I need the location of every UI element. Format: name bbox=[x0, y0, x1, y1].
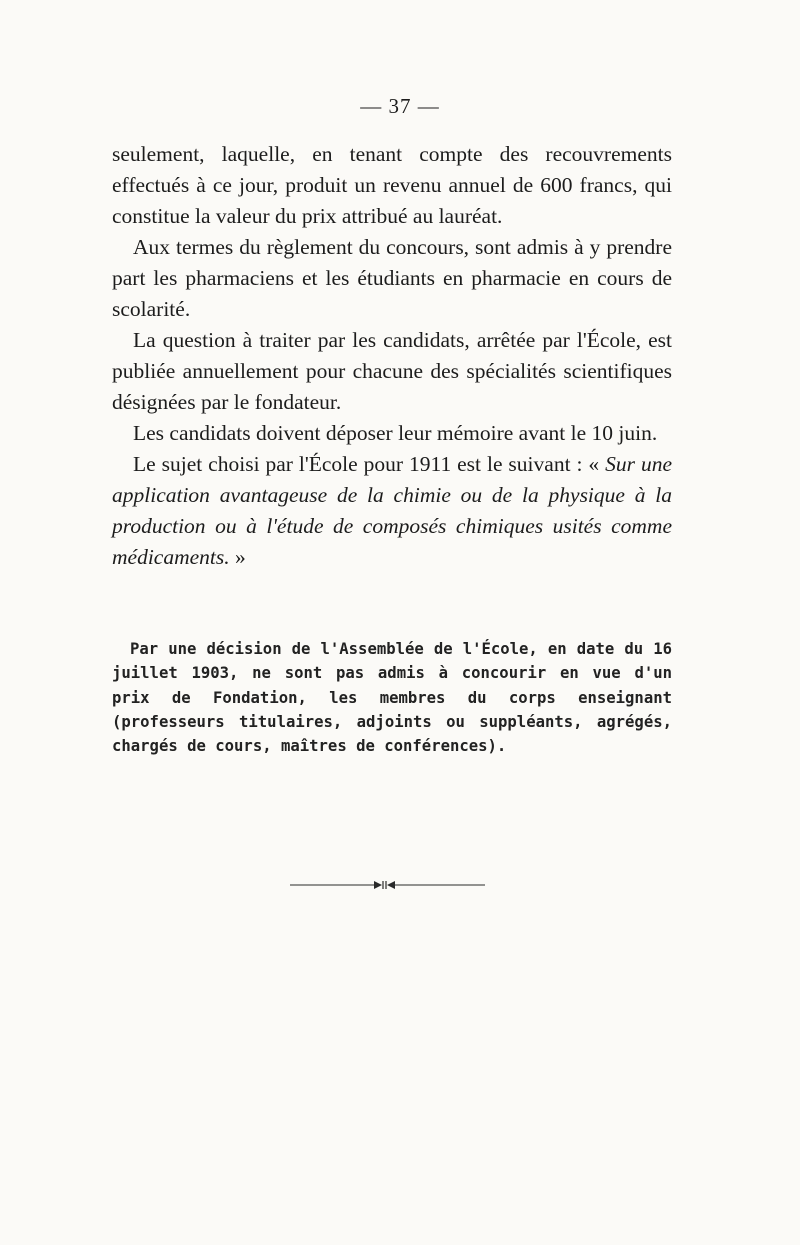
paragraph-fee: seulement, laquelle, en tenant compte des recouvrements effectués à ce jour, produit un revenu annuel de 600 francs, qui constitue la valeur du prix attribué au lauréat. bbox=[112, 142, 672, 228]
paragraph-subject bbox=[112, 449, 672, 573]
subject-closing: » bbox=[229, 545, 246, 569]
subject-intro: Le sujet choisi par l'École pour 1911 est le suivant : « bbox=[133, 452, 606, 476]
assembly-decision-note: Par une décision de l'Assemblée de l'École, en date du 16 juillet 1903, ne sont pas admis à concourir en vue d'un prix de Fondation, les membres du corps enseignant (professeurs titulaires, adjoints ou suppléants, agrégés, chargés de cours, maîtres de conférences). bbox=[112, 640, 672, 756]
ornament-right-arrow bbox=[387, 881, 395, 889]
paragraph-question: La question à traiter par les candidats, arrêtée par l'École, est publiée annuellement pour chacune des spécialités scientifiques désignées par le fondateur. bbox=[112, 328, 672, 414]
subject-title: Sur une application avantageuse de la chimie ou de la physique à la production ou à l'étude de composés chimiques usités comme médicaments. bbox=[112, 452, 672, 569]
bowtie-ornament-icon bbox=[290, 878, 485, 892]
ornament-left-arrow bbox=[374, 881, 382, 889]
paragraph-eligibility: Aux termes du règlement du concours, sont admis à y prendre part les pharmaciens et les étudiants en pharmacie en cours de scolarité. bbox=[112, 235, 672, 321]
main-text bbox=[112, 139, 672, 573]
paragraph-deadline: Les candidats doivent déposer leur mémoire avant le 10 juin. bbox=[133, 421, 658, 445]
page-number: — 37 — bbox=[360, 94, 440, 118]
